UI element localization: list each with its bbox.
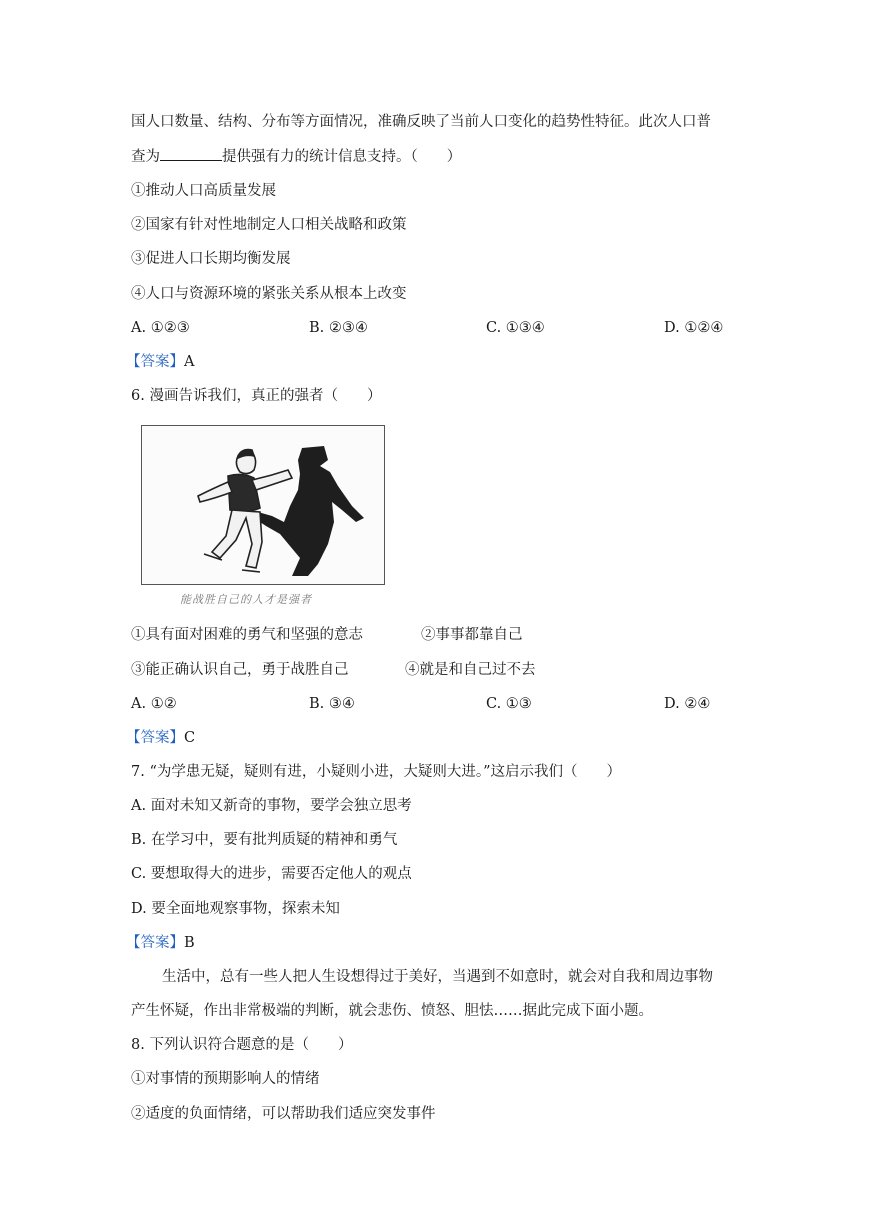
- q6-option-c: C. ①③: [486, 696, 532, 712]
- answer-value: C: [184, 730, 196, 746]
- cartoon-caption: 能战胜自己的人才是强者: [180, 593, 312, 606]
- answer-tag: 【答案】: [126, 730, 184, 746]
- q5-option-a: A. ①②③: [131, 320, 190, 336]
- q6-option-b: B. ③④: [309, 696, 355, 712]
- q7-option-d: D. 要全面地观察事物，探索未知: [131, 901, 340, 917]
- answer-value: B: [184, 935, 195, 951]
- q6-item-4: ④就是和自己过不去: [405, 662, 536, 678]
- q5-option-d: D. ①②④: [664, 320, 724, 336]
- q5-item-4: ④人口与资源环境的紧张关系从根本上改变: [131, 286, 407, 302]
- q5-stem-pre: 查为: [131, 149, 160, 165]
- q7-option-b: B. 在学习中，要有批判质疑的精神和勇气: [131, 832, 398, 848]
- q5-item-3: ③促进人口长期均衡发展: [131, 251, 291, 267]
- q6-item-3: ③能正确认识自己，勇于战胜自己: [131, 662, 349, 678]
- q7-stem: 7. “为学患无疑，疑则有进，小疑则小进，大疑则大进。”这启示我们（ ）: [131, 764, 622, 780]
- answer-tag: 【答案】: [126, 935, 184, 951]
- q5-answer: [126, 352, 194, 372]
- q8-stem: 8. 下列认识符合题意的是（ ）: [131, 1037, 353, 1053]
- q7-option-c: C. 要想取得大的进步，需要否定他人的观点: [131, 866, 412, 882]
- q5-option-c: C. ①③④: [486, 320, 545, 336]
- man-arm: [252, 470, 292, 490]
- q6-stem: 6. 漫画告诉我们，真正的强者（ ）: [131, 388, 382, 404]
- q8-item-2: ②适度的负面情绪，可以帮助我们适应突发事件: [131, 1106, 436, 1122]
- fill-blank: [160, 146, 222, 161]
- q5-option-b: B. ②③④: [309, 320, 368, 336]
- q5-item-1: ①推动人口高质量发展: [131, 183, 276, 199]
- q5-item-2: ②国家有针对性地制定人口相关战略和政策: [131, 217, 407, 233]
- answer-value: A: [184, 354, 195, 370]
- q6-option-a: A. ①②: [131, 696, 177, 712]
- shadow-figure: [254, 446, 364, 576]
- passage-line1: 生活中，总有一些人把人生设想得过于美好，当遇到不如意时，就会对自我和周边事物: [162, 969, 713, 985]
- passage-line2: 产生怀疑，作出非常极端的判断，就会悲伤、愤怒、胆怯……据此完成下面小题。: [131, 1003, 653, 1019]
- q6-item-1: ①具有面对困难的勇气和坚强的意志: [131, 627, 363, 643]
- q5-stem-line2: [131, 146, 461, 167]
- q6-option-d: D. ②④: [664, 696, 711, 712]
- q6-item-2: ②事事都靠自己: [421, 627, 523, 643]
- q7-option-a: A. 面对未知又新奇的事物，要学会独立思考: [131, 798, 412, 814]
- answer-tag: 【答案】: [126, 354, 184, 370]
- q7-answer: [126, 933, 195, 953]
- q8-item-1: ①对事情的预期影响人的情绪: [131, 1071, 320, 1087]
- q5-stem-line1: 国人口数量、结构、分布等方面情况，准确反映了当前人口变化的趋势性特征。此次人口普: [131, 114, 711, 130]
- man-back-arm: [198, 482, 232, 502]
- cartoon-illustration: [142, 426, 384, 584]
- cartoon-figure: [141, 425, 385, 585]
- q6-answer: [126, 728, 195, 748]
- q5-stem-post: 提供强有力的统计信息支持。（ ）: [222, 149, 462, 165]
